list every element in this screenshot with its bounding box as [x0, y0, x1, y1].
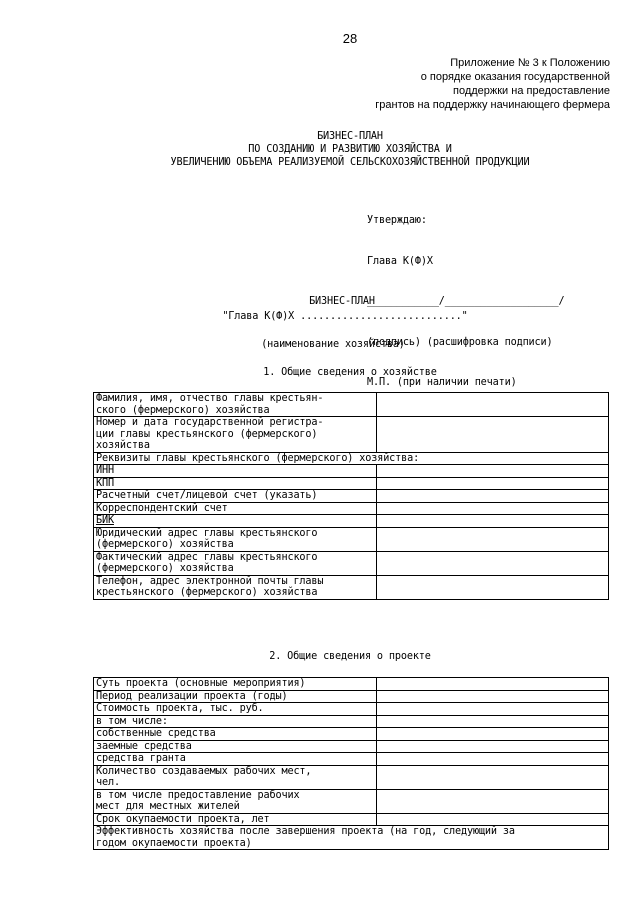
value-cell[interactable]: [377, 789, 609, 813]
row-label: Фамилия, имя, отчество главы крестьян- ского (фермерского) хозяйства: [94, 393, 377, 417]
row-label: заемные средства: [94, 740, 377, 753]
row-label: в том числе:: [94, 715, 377, 728]
signature-caption: (подпись) (расшифровка подписи): [367, 336, 553, 348]
value-cell[interactable]: [377, 765, 609, 789]
row-label: Корреспондентский счет: [94, 502, 377, 515]
value-cell[interactable]: [377, 465, 609, 478]
document-title: [0, 130, 640, 169]
table-row: [94, 527, 609, 551]
value-cell[interactable]: [377, 715, 609, 728]
row-label[interactable]: Эффективность хозяйства после завершения проекта (на год, следующий за годом окупаемости проекта): [94, 826, 609, 850]
table-row: [94, 551, 609, 575]
row-label: средства гранта: [94, 753, 377, 766]
table-row: [94, 417, 609, 453]
row-label: Суть проекта (основные мероприятия): [94, 678, 377, 691]
value-cell[interactable]: [377, 753, 609, 766]
table-row: [94, 490, 609, 503]
value-cell[interactable]: [377, 551, 609, 575]
value-cell[interactable]: [377, 703, 609, 716]
value-cell[interactable]: [377, 490, 609, 503]
appendix-note: [375, 56, 610, 112]
value-cell[interactable]: [377, 690, 609, 703]
row-label: Период реализации проекта (годы): [94, 690, 377, 703]
row-label: в том числе предоставление рабочих мест для местных жителей: [94, 789, 377, 813]
page-number: 28: [342, 31, 358, 46]
table-row: [94, 703, 609, 716]
appendix-line: Приложение № 3 к Положению: [450, 57, 610, 69]
section2-title: 2. Общие сведения о проекте: [269, 651, 431, 662]
value-cell[interactable]: [377, 678, 609, 691]
table-row: [94, 765, 609, 789]
title-line: УВЕЛИЧЕНИЮ ОБЪЕМА РЕАЛИЗУЕМОЙ СЕЛЬСКОХОЗЯЙСТВЕННОЙ ПРОДУКЦИИ: [170, 157, 530, 168]
value-cell[interactable]: [377, 502, 609, 515]
value-cell[interactable]: [377, 527, 609, 551]
table-row: [94, 728, 609, 741]
stamp-note: М.П. (при наличии печати): [367, 377, 517, 388]
farm-name: "Глава К(Ф)Х ...........................": [222, 311, 468, 322]
value-cell[interactable]: [377, 477, 609, 490]
table-row: [94, 515, 609, 528]
row-label: Телефон, адрес электронной почты главы крестьянского (фермерского) хозяйства: [94, 575, 377, 599]
title-line: ПО СОЗДАНИЮ И РАЗВИТИЮ ХОЗЯЙСТВА И: [248, 144, 452, 155]
table-row: [94, 452, 609, 465]
farm-name-caption: (наименование хозяйства): [261, 339, 405, 350]
approval-line: Глава К(Ф)Х: [367, 255, 433, 267]
table-row: [94, 753, 609, 766]
table-row: [94, 715, 609, 728]
row-label: Расчетный счет/лицевой счет (указать): [94, 490, 377, 503]
project-info-table: [93, 677, 609, 850]
table-row: [94, 789, 609, 813]
row-label: Количество создаваемых рабочих мест, чел.: [94, 765, 377, 789]
appendix-line: грантов на поддержку начинающего фермера: [375, 99, 610, 111]
appendix-line: поддержки на предоставление: [452, 85, 610, 97]
table-row: [94, 740, 609, 753]
table-row: [94, 502, 609, 515]
value-cell[interactable]: [377, 393, 609, 417]
table-row: [94, 678, 609, 691]
table-row: [94, 690, 609, 703]
plan-heading: БИЗНЕС-ПЛАН: [309, 296, 375, 307]
value-cell[interactable]: [377, 740, 609, 753]
value-cell[interactable]: [377, 813, 609, 826]
row-label: Номер и дата государственной регистра- ции главы крестьянского (фермерского) хозяйства: [94, 417, 377, 453]
value-cell[interactable]: [377, 728, 609, 741]
row-label: Юридический адрес главы крестьянского (фермерского) хозяйства: [94, 527, 377, 551]
row-label: БИК: [94, 515, 377, 528]
row-label: Реквизиты главы крестьянского (фермерского) хозяйства:: [94, 452, 609, 465]
table-row: [94, 813, 609, 826]
appendix-line: о порядке оказания государственной: [420, 71, 610, 83]
row-label: Стоимость проекта, тыс. руб.: [94, 703, 377, 716]
section1-title: 1. Общие сведения о хозяйстве: [263, 367, 437, 378]
table-row: [94, 393, 609, 417]
row-label: Фактический адрес главы крестьянского (фермерского) хозяйства: [94, 551, 377, 575]
table-row: [94, 575, 609, 599]
row-label: ИНН: [94, 465, 377, 478]
value-cell[interactable]: [377, 417, 609, 453]
row-label: Срок окупаемости проекта, лет: [94, 813, 377, 826]
title-line: БИЗНЕС-ПЛАН: [317, 131, 383, 142]
value-cell[interactable]: [377, 575, 609, 599]
table-row: [94, 826, 609, 850]
approval-line: Утверждаю:: [367, 215, 427, 226]
table-row: [94, 465, 609, 478]
row-label: КПП: [94, 477, 377, 490]
row-label: собственные средства: [94, 728, 377, 741]
signature-line: ____________/___________________/: [367, 296, 565, 307]
value-cell[interactable]: [377, 515, 609, 528]
table-row: [94, 477, 609, 490]
farm-info-table: [93, 392, 609, 600]
